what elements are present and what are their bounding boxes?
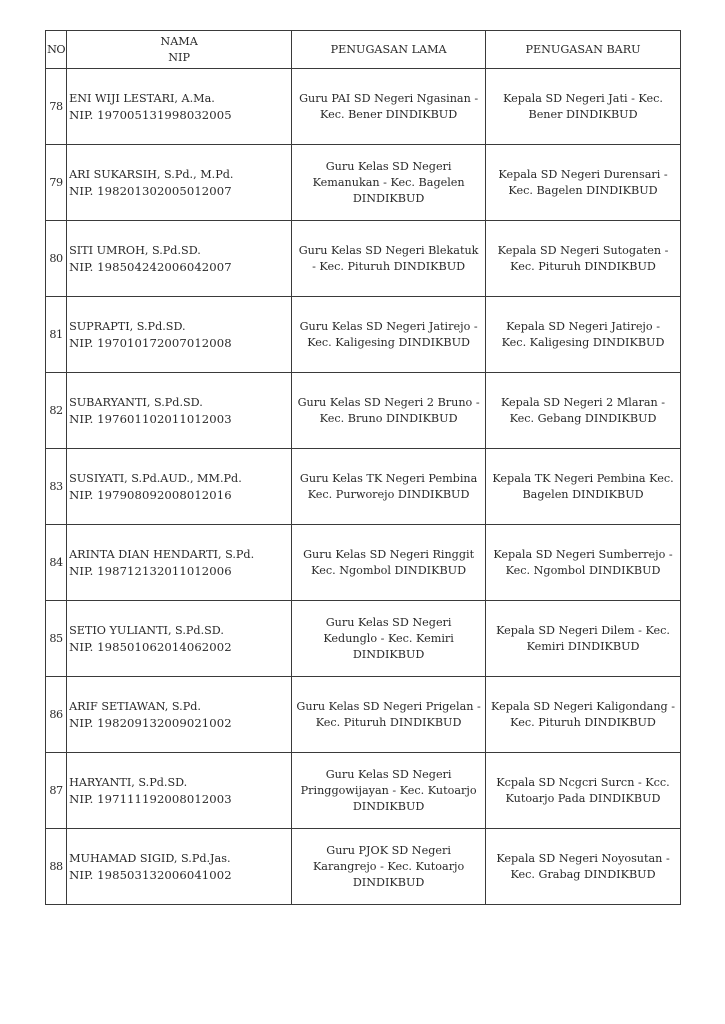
table-row xyxy=(46,145,681,221)
employee-nip: NIP. 198209132009021002 xyxy=(69,715,232,730)
new-assignment: Kcpala SD Ncgcri Surcn - Kcc. Kutoarjo Pada DINDIKBUD xyxy=(486,753,681,829)
old-assignment: Guru Kelas SD Negeri Kemanukan - Kec. Bagelen DINDIKBUD xyxy=(292,145,486,221)
employee-nip: NIP. 198504242006042007 xyxy=(69,259,232,274)
header-penugasan-lama: PENUGASAN LAMA xyxy=(292,31,486,69)
table-row xyxy=(46,449,681,525)
row-number: 86 xyxy=(46,677,67,753)
header-nip: NIP xyxy=(168,50,190,64)
new-assignment: Kepala SD Negeri Jati - Kec. Bener DINDIKBUD xyxy=(486,69,681,145)
old-assignment: Guru Kelas SD Negeri Ringgit Kec. Ngombol DINDIKBUD xyxy=(292,525,486,601)
new-assignment: Kepala SD Negeri Kaligondang - Kec. Pituruh DINDIKBUD xyxy=(486,677,681,753)
employee-name: SUBARYANTI, S.Pd.SD. xyxy=(69,395,203,409)
table-row xyxy=(46,677,681,753)
name-cell xyxy=(67,297,292,373)
employee-nip: NIP. 198201302005012007 xyxy=(69,183,232,198)
employee-nip: NIP. 198503132006041002 xyxy=(69,867,232,882)
old-assignment: Guru Kelas SD Negeri Kedunglo - Kec. Kemiri DINDIKBUD xyxy=(292,601,486,677)
row-number: 78 xyxy=(46,69,67,145)
employee-name: ARINTA DIAN HENDARTI, S.Pd. xyxy=(69,547,255,561)
table-row xyxy=(46,525,681,601)
header-nama-nip xyxy=(67,31,292,69)
header-nama: NAMA xyxy=(160,34,198,48)
old-assignment: Guru Kelas SD Negeri Prigelan - Kec. Pituruh DINDIKBUD xyxy=(292,677,486,753)
table-row xyxy=(46,753,681,829)
row-number: 87 xyxy=(46,753,67,829)
old-assignment: Guru PJOK SD Negeri Karangrejo - Kec. Kutoarjo DINDIKBUD xyxy=(292,829,486,905)
new-assignment: Kepala SD Negeri Sumberrejo - Kec. Ngombol DINDIKBUD xyxy=(486,525,681,601)
name-cell xyxy=(67,145,292,221)
new-assignment: Kepala SD Negeri Noyosutan - Kec. Grabag DINDIKBUD xyxy=(486,829,681,905)
name-cell xyxy=(67,221,292,297)
row-number: 85 xyxy=(46,601,67,677)
table-row xyxy=(46,221,681,297)
new-assignment: Kepala SD Negeri 2 Mlaran - Kec. Gebang DINDIKBUD xyxy=(486,373,681,449)
name-cell xyxy=(67,525,292,601)
employee-nip: NIP. 197111192008012003 xyxy=(69,791,232,806)
new-assignment: Kepala SD Negeri Jatirejo - Kec. Kaligesing DINDIKBUD xyxy=(486,297,681,373)
table-row xyxy=(46,601,681,677)
name-cell xyxy=(67,449,292,525)
old-assignment: Guru PAI SD Negeri Ngasinan - Kec. Bener DINDIKBUD xyxy=(292,69,486,145)
table-row xyxy=(46,297,681,373)
new-assignment: Kepala TK Negeri Pembina Kec. Bagelen DINDIKBUD xyxy=(486,449,681,525)
employee-name: MUHAMAD SIGID, S.Pd.Jas. xyxy=(69,851,231,865)
header-penugasan-baru: PENUGASAN BARU xyxy=(486,31,681,69)
new-assignment: Kepala SD Negeri Sutogaten - Kec. Pituruh DINDIKBUD xyxy=(486,221,681,297)
name-cell xyxy=(67,69,292,145)
old-assignment: Guru Kelas SD Negeri Jatirejo - Kec. Kaligesing DINDIKBUD xyxy=(292,297,486,373)
new-assignment: Kepala SD Negeri Durensari - Kec. Bagelen DINDIKBUD xyxy=(486,145,681,221)
employee-nip: NIP. 197010172007012008 xyxy=(69,335,232,350)
employee-name: SUSIYATI, S.Pd.AUD., MM.Pd. xyxy=(69,471,242,485)
row-number: 83 xyxy=(46,449,67,525)
name-cell xyxy=(67,373,292,449)
table-row xyxy=(46,373,681,449)
name-cell xyxy=(67,677,292,753)
employee-nip: NIP. 198501062014062002 xyxy=(69,639,232,654)
employee-nip: NIP. 197908092008012016 xyxy=(69,487,232,502)
employee-name: SUPRAPTI, S.Pd.SD. xyxy=(69,319,186,333)
table-row xyxy=(46,69,681,145)
header-no: NO xyxy=(46,31,67,69)
old-assignment: Guru Kelas SD Negeri 2 Bruno - Kec. Bruno DINDIKBUD xyxy=(292,373,486,449)
new-assignment: Kepala SD Negeri Dilem - Kec. Kemiri DINDIKBUD xyxy=(486,601,681,677)
employee-name: ENI WIJI LESTARI, A.Ma. xyxy=(69,91,215,105)
row-number: 81 xyxy=(46,297,67,373)
employee-name: ARIF SETIAWAN, S.Pd. xyxy=(69,699,201,713)
employee-nip: NIP. 198712132011012006 xyxy=(69,563,232,578)
assignment-table xyxy=(45,30,681,905)
employee-name: SITI UMROH, S.Pd.SD. xyxy=(69,243,201,257)
row-number: 80 xyxy=(46,221,67,297)
name-cell xyxy=(67,601,292,677)
employee-nip: NIP. 197601102011012003 xyxy=(69,411,232,426)
table-header-row xyxy=(46,31,681,69)
table-body xyxy=(46,69,681,905)
row-number: 84 xyxy=(46,525,67,601)
old-assignment: Guru Kelas TK Negeri Pembina Kec. Purworejo DINDIKBUD xyxy=(292,449,486,525)
old-assignment: Guru Kelas SD Negeri Pringgowijayan - Kec. Kutoarjo DINDIKBUD xyxy=(292,753,486,829)
row-number: 82 xyxy=(46,373,67,449)
row-number: 88 xyxy=(46,829,67,905)
table-row xyxy=(46,829,681,905)
employee-name: ARI SUKARSIH, S.Pd., M.Pd. xyxy=(69,167,234,181)
name-cell xyxy=(67,829,292,905)
employee-name: HARYANTI, S.Pd.SD. xyxy=(69,775,188,789)
employee-name: SETIO YULIANTI, S.Pd.SD. xyxy=(69,623,224,637)
old-assignment: Guru Kelas SD Negeri Blekatuk - Kec. Pituruh DINDIKBUD xyxy=(292,221,486,297)
employee-nip: NIP. 197005131998032005 xyxy=(69,107,232,122)
name-cell xyxy=(67,753,292,829)
row-number: 79 xyxy=(46,145,67,221)
